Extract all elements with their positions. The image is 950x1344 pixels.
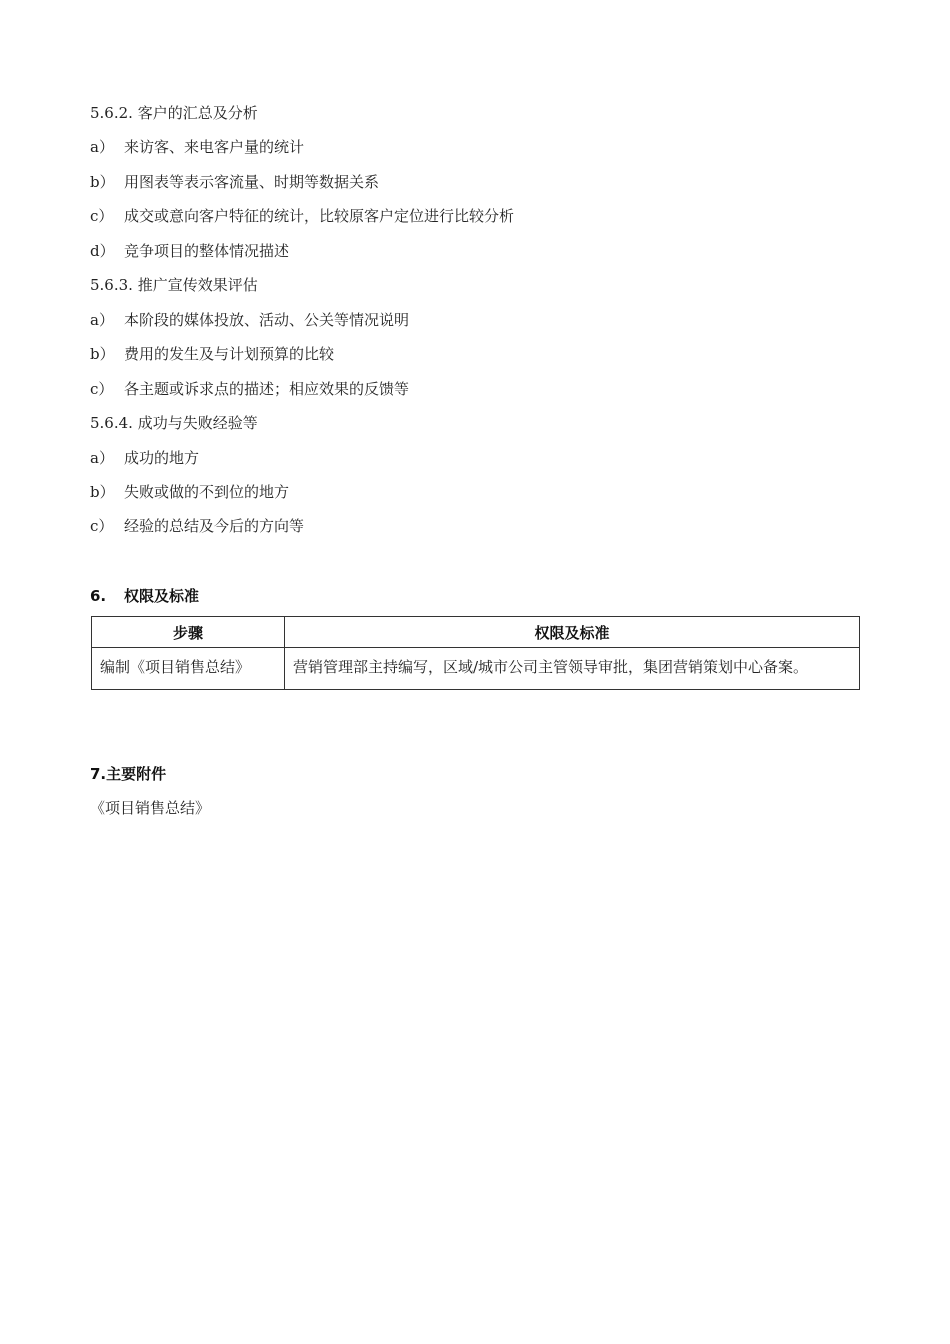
list-item-text: 竞争项目的整体情况描述 bbox=[124, 242, 290, 260]
list-item-mark: c） bbox=[90, 517, 114, 535]
section-6-title: 权限及标准 bbox=[124, 587, 200, 605]
list-item-text: 用图表等表示客流量、时期等数据关系 bbox=[124, 173, 380, 191]
table-header-step: 步骤 bbox=[92, 617, 285, 648]
section-6-number: 6. bbox=[90, 587, 107, 605]
list-item-mark: b） bbox=[90, 345, 115, 363]
table-cell-step bbox=[92, 648, 285, 690]
list-item bbox=[90, 310, 409, 330]
authority-standards-table bbox=[91, 616, 860, 690]
list-item-text: 成交或意向客户特征的统计，比较原客户定位进行比较分析 bbox=[124, 207, 515, 225]
section-7-heading: 7.主要附件 bbox=[90, 765, 167, 783]
list-item-mark: a） bbox=[90, 138, 114, 156]
list-item-text: 来访客、来电客户量的统计 bbox=[124, 138, 305, 156]
list-item-mark: b） bbox=[90, 173, 115, 191]
list-item bbox=[90, 344, 334, 364]
table-row bbox=[92, 648, 860, 690]
list-item bbox=[90, 379, 409, 399]
table-cell-standard: 营销管理部主持编写，区域/城市公司主管领导审批，集团营销策划中心备案。 bbox=[285, 648, 860, 690]
list-item-text: 各主题或诉求点的描述；相应效果的反馈等 bbox=[124, 380, 410, 398]
section-5-6-4-title: 5.6.4. 成功与失败经验等 bbox=[90, 414, 258, 432]
list-item bbox=[90, 206, 514, 226]
table-header-row bbox=[92, 617, 860, 648]
section-5-6-3-title: 5.6.3. 推广宣传效果评估 bbox=[90, 276, 258, 294]
list-item bbox=[90, 448, 199, 468]
list-item-text: 费用的发生及与计划预算的比较 bbox=[124, 345, 335, 363]
list-item bbox=[90, 241, 289, 261]
table-cell-step-text: 编制《项目销售总结》 bbox=[100, 658, 251, 676]
list-item-mark: c） bbox=[90, 207, 114, 225]
list-item-text: 本阶段的媒体投放、活动、公关等情况说明 bbox=[124, 311, 410, 329]
table-header-standard: 权限及标准 bbox=[285, 617, 860, 648]
list-item-text: 失败或做的不到位的地方 bbox=[124, 483, 290, 501]
list-item-text: 成功的地方 bbox=[124, 449, 200, 467]
list-item-mark: d） bbox=[90, 242, 115, 260]
list-item-mark: a） bbox=[90, 311, 114, 329]
section-5-6-2-title: 5.6.2. 客户的汇总及分析 bbox=[90, 104, 258, 122]
section-6-heading bbox=[90, 586, 199, 606]
list-item-mark: b） bbox=[90, 483, 115, 501]
list-item-mark: c） bbox=[90, 380, 114, 398]
list-item-text: 经验的总结及今后的方向等 bbox=[124, 517, 305, 535]
attachment-name: 《项目销售总结》 bbox=[90, 799, 211, 817]
list-item bbox=[90, 172, 379, 192]
list-item bbox=[90, 482, 289, 502]
list-item bbox=[90, 137, 304, 157]
list-item bbox=[90, 516, 304, 536]
list-item-mark: a） bbox=[90, 449, 114, 467]
